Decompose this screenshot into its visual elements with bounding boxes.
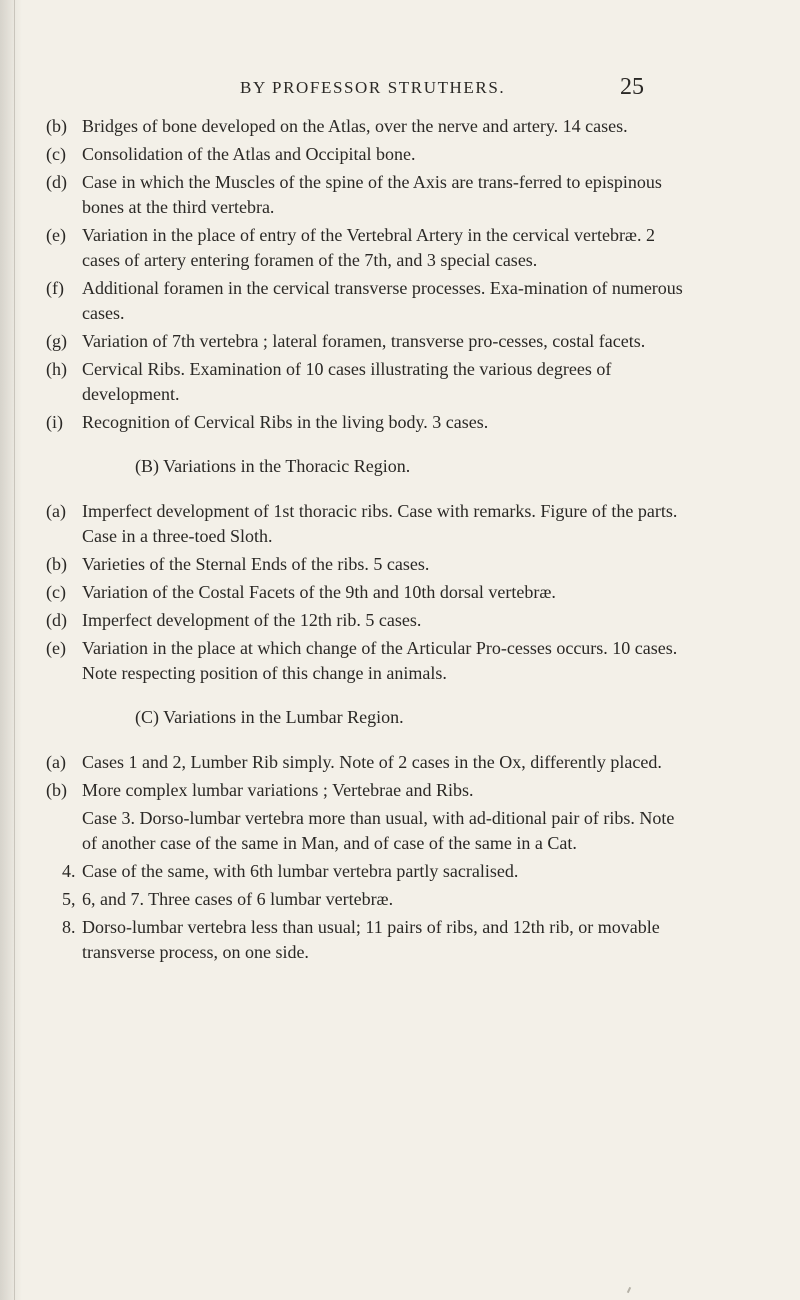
list-item [46, 859, 686, 884]
list-item [46, 114, 686, 139]
item-label: (c) [46, 582, 66, 602]
item-label: (b) [46, 554, 67, 574]
item-label: (g) [46, 331, 67, 351]
item-text: Case in which the Muscles of the spine of the Axis are trans-ferred to epispinous bones at the third vertebra. [82, 172, 662, 217]
list-item [46, 887, 686, 912]
page-body [46, 114, 686, 968]
item-label: 5, [62, 889, 76, 909]
list-item [46, 750, 686, 775]
item-text: More complex lumbar variations ; Vertebrae and Ribs. [82, 780, 474, 800]
page-number: 25 [620, 74, 644, 100]
item-label: (b) [46, 780, 67, 800]
list-item [46, 142, 686, 167]
item-text: Variation of the Costal Facets of the 9th and 10th dorsal vertebræ. [82, 582, 556, 602]
paper-speck [627, 1287, 631, 1293]
list-item [46, 636, 686, 686]
list-item [46, 580, 686, 605]
section-heading-lumbar: (C) Variations in the Lumbar Region. [135, 707, 404, 727]
item-text: Consolidation of the Atlas and Occipital bone. [82, 144, 416, 164]
item-text: Varieties of the Sternal Ends of the ribs. 5 cases. [82, 554, 430, 574]
page-edge-shadow [0, 0, 22, 1300]
item-label: (e) [46, 638, 66, 658]
item-text: Case 3. Dorso-lumbar vertebra more than usual, with ad-ditional pair of ribs. Note of another case of the same in Man, and of case of the same in a Cat. [82, 808, 675, 853]
list-item [46, 357, 686, 407]
page-header [0, 74, 800, 104]
running-head: BY PROFESSOR STRUTHERS. [240, 78, 506, 97]
item-text: Cases 1 and 2, Lumber Rib simply. Note of 2 cases in the Ox, differently placed. [82, 752, 662, 772]
list-item [46, 806, 686, 856]
item-label: 4. [62, 861, 76, 881]
list-item [46, 499, 686, 549]
item-label: (a) [46, 501, 66, 521]
item-text: Variation in the place of entry of the Vertebral Artery in the cervical vertebræ. 2 cases of artery entering foramen of the 7th, and 3 special cases. [82, 225, 655, 270]
lumbar-list [46, 750, 686, 965]
item-text: Variation of 7th vertebra ; lateral foramen, transverse pro-cesses, costal facets. [82, 331, 646, 351]
item-text: Dorso-lumbar vertebra less than usual; 11 pairs of ribs, and 12th rib, or movable transverse process, on one side. [82, 917, 660, 962]
item-text: Imperfect development of the 12th rib. 5 cases. [82, 610, 422, 630]
list-item [46, 170, 686, 220]
item-text: Imperfect development of 1st thoracic ribs. Case with remarks. Figure of the parts. Case in a three-toed Sloth. [82, 501, 678, 546]
list-item [46, 552, 686, 577]
item-label: 8. [62, 917, 76, 937]
item-label: (h) [46, 359, 67, 379]
item-label: (f) [46, 278, 64, 298]
list-item [46, 608, 686, 633]
item-text: 6, and 7. Three cases of 6 lumbar vertebræ. [82, 889, 394, 909]
item-text: Variation in the place at which change of the Articular Pro-cesses occurs. 10 cases. Note respecting position of this change in animals. [82, 638, 678, 683]
list-item [46, 410, 686, 435]
item-text: Recognition of Cervical Ribs in the living body. 3 cases. [82, 412, 489, 432]
item-label: (d) [46, 610, 67, 630]
section-heading-thoracic: (B) Variations in the Thoracic Region. [135, 456, 411, 476]
item-text: Additional foramen in the cervical transverse processes. Exa-mination of numerous cases. [82, 278, 683, 323]
item-label: (a) [46, 752, 66, 772]
cervical-list [46, 114, 686, 435]
list-item [46, 915, 686, 965]
item-text: Cervical Ribs. Examination of 10 cases illustrating the various degrees of development. [82, 359, 612, 404]
list-item [46, 223, 686, 273]
item-label: (d) [46, 172, 67, 192]
thoracic-list [46, 499, 686, 686]
item-text: Case of the same, with 6th lumbar vertebra partly sacralised. [82, 861, 519, 881]
item-label: (e) [46, 225, 66, 245]
item-label: (b) [46, 116, 67, 136]
item-label: (c) [46, 144, 66, 164]
item-label: (i) [46, 412, 63, 432]
page-edge-line [14, 0, 15, 1300]
list-item [46, 276, 686, 326]
list-item [46, 329, 686, 354]
item-text: Bridges of bone developed on the Atlas, over the nerve and artery. 14 cases. [82, 116, 628, 136]
list-item [46, 778, 686, 803]
